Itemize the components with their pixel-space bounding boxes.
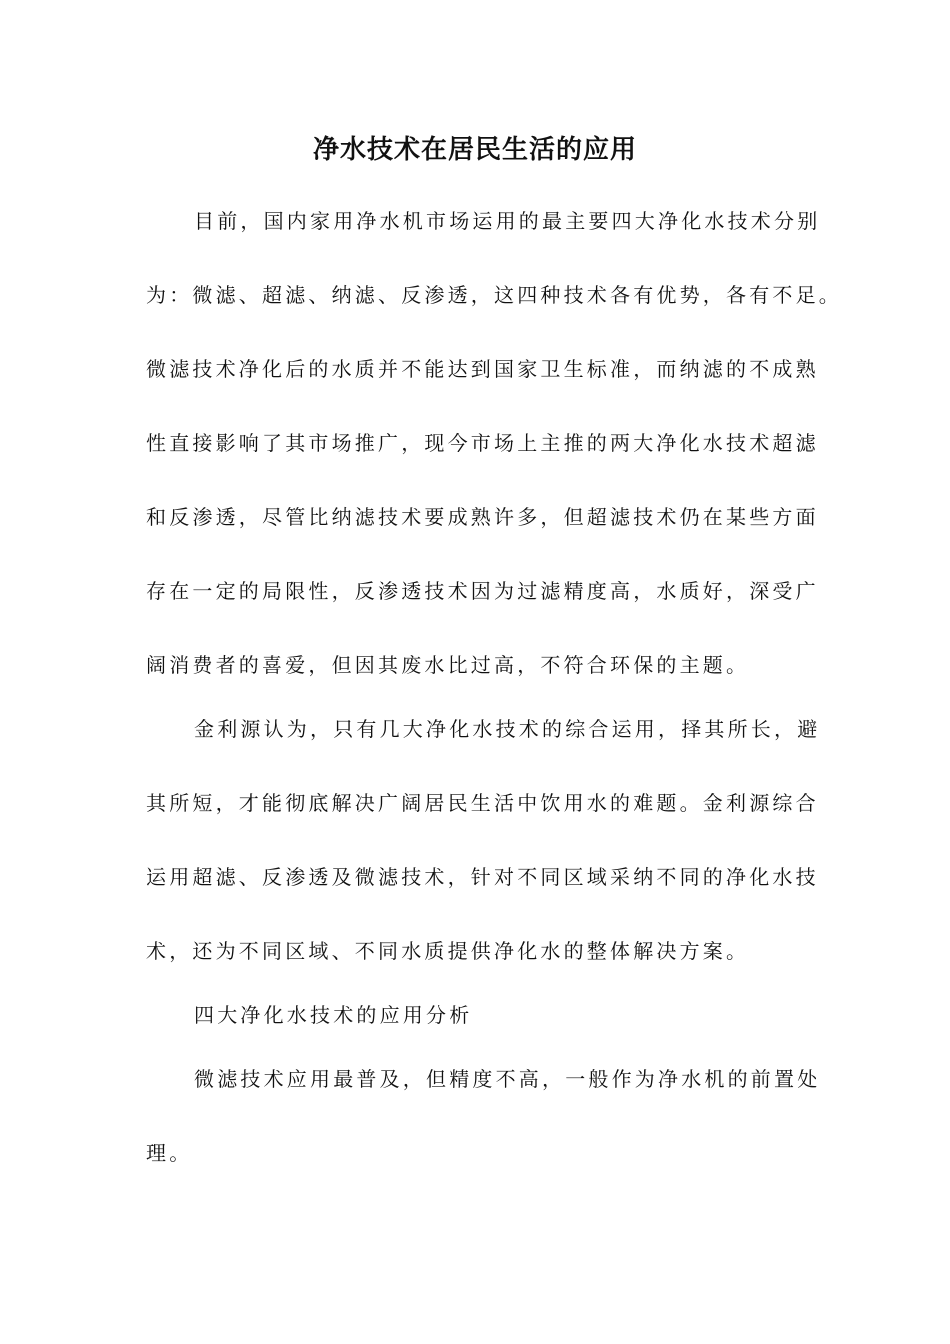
paragraph-line: 为：微滤、超滤、纳滤、反渗透，这四种技术各有优势，各有不足。	[146, 283, 842, 307]
paragraph-line: 微滤技术净化后的水质并不能达到国家卫生标准，而纳滤的不成熟	[146, 357, 819, 381]
paragraph-line: 阔消费者的喜爱，但因其废水比过高，不符合环保的主题。	[146, 653, 750, 677]
paragraph-line: 理。	[146, 1141, 193, 1165]
paragraph-line: 微滤技术应用最普及，但精度不高，一般作为净水机的前置处	[194, 1067, 821, 1091]
paragraph-line: 金利源认为，只有几大净化水技术的综合运用，择其所长，避	[194, 717, 821, 741]
paragraph-line: 和反渗透，尽管比纳滤技术要成熟许多，但超滤技术仍在某些方面	[146, 505, 819, 529]
paragraph-line: 目前，国内家用净水机市场运用的最主要四大净化水技术分别	[194, 209, 821, 233]
document-title: 净水技术在居民生活的应用	[312, 135, 637, 165]
section-heading: 四大净化水技术的应用分析	[194, 1003, 473, 1027]
paragraph-line: 存在一定的局限性，反渗透技术因为过滤精度高，水质好，深受广	[146, 579, 819, 603]
paragraph-line: 运用超滤、反渗透及微滤技术，针对不同区域采纳不同的净化水技	[146, 865, 819, 889]
paragraph-line: 其所短，才能彻底解决广阔居民生活中饮用水的难题。金利源综合	[146, 791, 819, 815]
paragraph-line: 术，还为不同区域、不同水质提供净化水的整体解决方案。	[146, 939, 750, 963]
paragraph-line: 性直接影响了其市场推广，现今市场上主推的两大净化水技术超滤	[146, 431, 819, 455]
